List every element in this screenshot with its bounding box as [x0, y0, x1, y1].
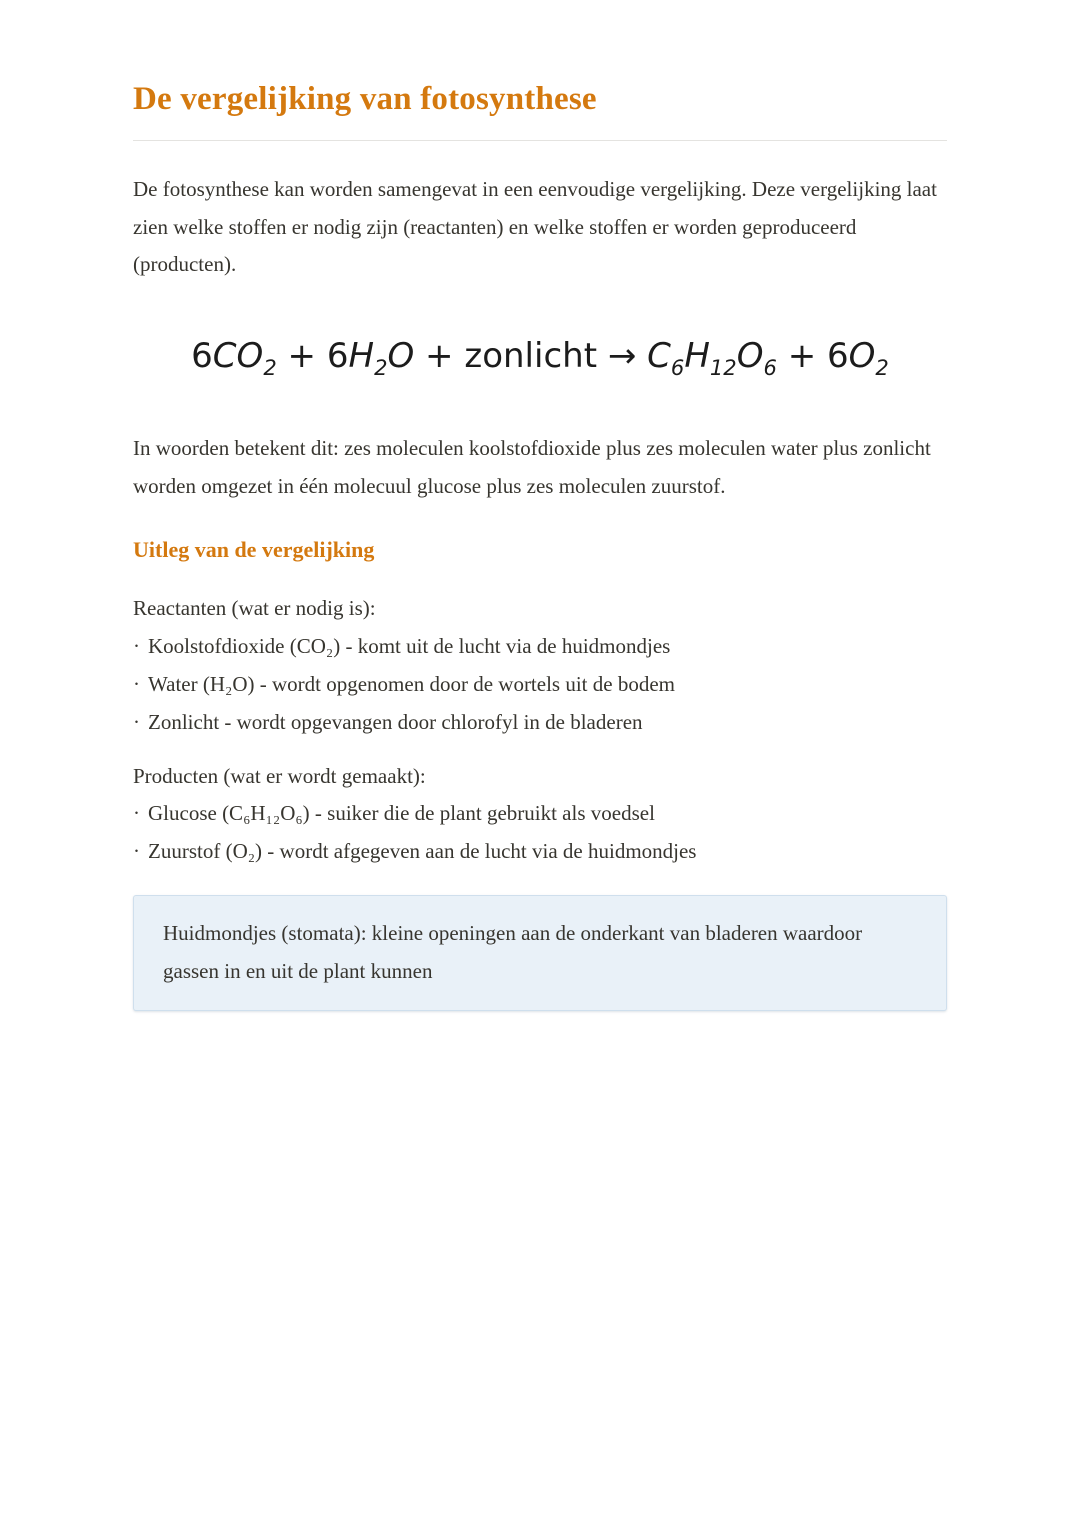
products-list	[133, 758, 947, 871]
bullet-marker: ·	[133, 634, 140, 659]
equation-segment: 2	[875, 355, 889, 381]
intro-paragraph: De fotosynthese kan worden samengevat in een eenvoudige vergelijking. Deze vergelijking laat zien welke stoffen er nodig zijn (reactanten) en welke stoffen er worden geproduceerd (producten).	[133, 176, 937, 277]
equation-segment: C	[647, 336, 671, 377]
equation-segment: O	[848, 336, 876, 377]
equation-segment: 12	[709, 355, 737, 381]
equation-segment: 6	[670, 355, 685, 381]
equation-segment: 6	[763, 355, 777, 381]
equation-segment: O	[736, 336, 764, 377]
reactant-item-text: Zonlicht - wordt opgevangen door chlorofyl in de bladeren	[148, 709, 643, 734]
products-intro: Producten (wat er wordt gemaakt):	[133, 763, 426, 788]
callout-text: Huidmondjes (stomata): kleine openingen aan de onderkant van bladeren waardoor gassen in en uit de plant kunnen	[163, 921, 863, 983]
equation-segment: 6	[191, 336, 213, 377]
product-item-text: Zuurstof (O₂) - wordt afgegeven aan de lucht via de huidmondjes	[148, 839, 697, 864]
reactant-item-text: Water (H₂O) - wordt opgenomen door de wortels uit de bodem	[148, 672, 675, 697]
bullet-marker: ·	[133, 672, 140, 697]
bullet-marker: ·	[133, 839, 140, 864]
section-subheading: Uitleg van de vergelijking	[133, 536, 375, 562]
reactants-list	[133, 590, 947, 741]
equation-segment: →	[597, 336, 648, 377]
page-title: De vergelijking van fotosynthese	[133, 81, 597, 117]
product-item	[133, 795, 947, 833]
equation-segment: 6	[326, 336, 349, 377]
reactant-item-text: Koolstofdioxide (CO₂) - komt uit de lucht via de huidmondjes	[148, 634, 671, 659]
equation-segment: CO	[212, 336, 264, 377]
equation-segment: H	[684, 336, 710, 377]
reactants-intro: Reactanten (wat er nodig is):	[133, 596, 376, 621]
title-divider	[133, 140, 947, 141]
product-item-text: Glucose (C₆H₁₂O₆) - suiker die de plant gebruikt als voedsel	[148, 801, 655, 826]
product-item	[133, 833, 947, 871]
photosynthesis-equation	[133, 336, 947, 381]
equation-segment: zonlicht	[464, 336, 598, 377]
equation-segment: 2	[374, 355, 388, 381]
reactant-item	[133, 628, 947, 666]
equation-segment: +	[776, 336, 828, 377]
equation-segment: O	[387, 336, 415, 377]
reactant-item	[133, 704, 947, 742]
equation-segment: +	[414, 336, 465, 377]
bullet-marker: ·	[133, 709, 140, 734]
equation-segment: 2	[263, 355, 277, 381]
equation-in-words-paragraph: In woorden betekent dit: zes moleculen koolstofdioxide plus zes moleculen water plus zonlicht worden omgezet in één molecuul glucose plus zes moleculen zuurstof.	[133, 436, 931, 499]
callout-box	[133, 895, 947, 1011]
reactant-item	[133, 666, 947, 704]
equation-segment: +	[276, 336, 327, 377]
equation-segment: H	[348, 336, 375, 377]
bullet-marker: ·	[133, 801, 140, 826]
equation-segment: 6	[827, 336, 849, 377]
